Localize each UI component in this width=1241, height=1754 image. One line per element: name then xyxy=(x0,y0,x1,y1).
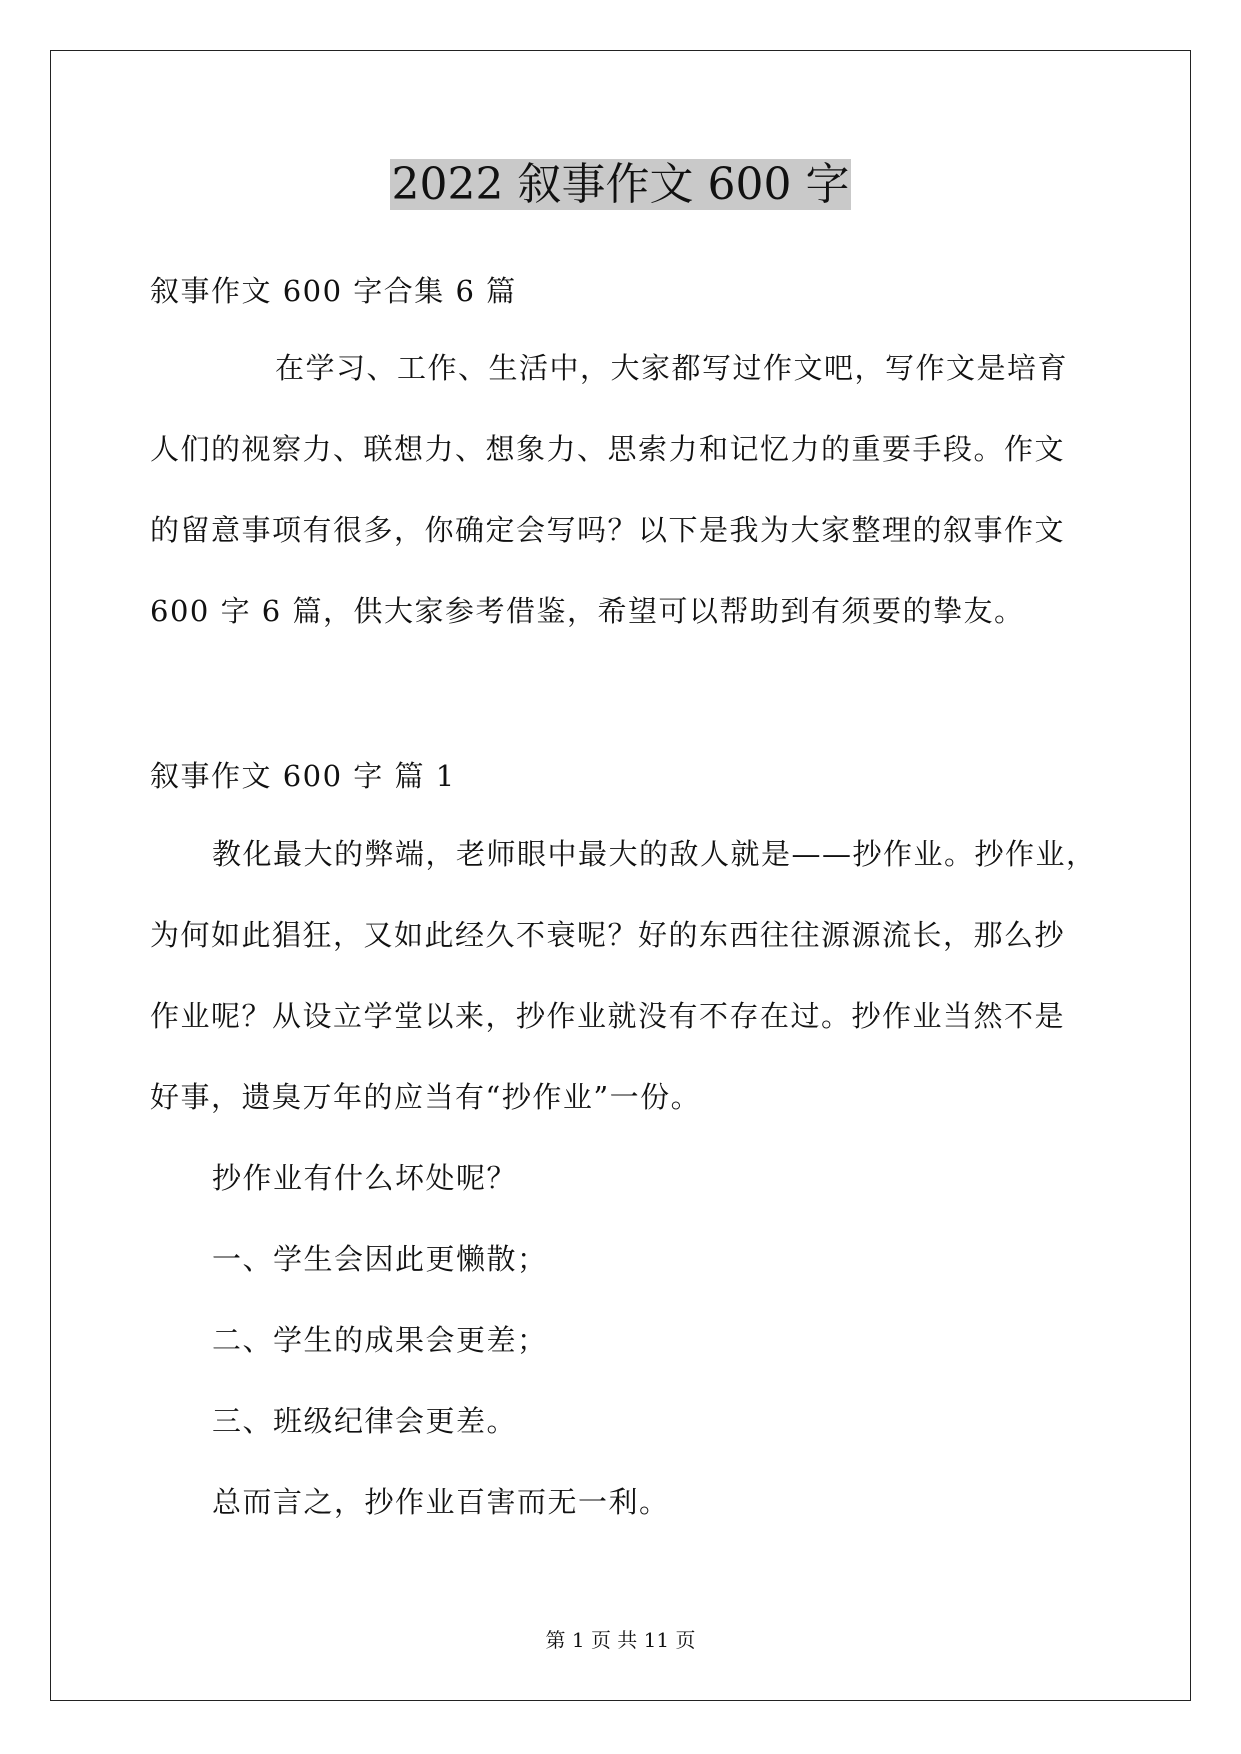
body-line: 抄作业有什么坏处呢？ xyxy=(212,1161,518,1195)
body-line: 为何如此猖狂，又如此经久不衰呢？好的东西往往源源流长，那么抄 xyxy=(150,918,1066,952)
body-line: 作业呢？从设立学堂以来，抄作业就没有不存在过。抄作业当然不是 xyxy=(150,999,1066,1033)
intro-line: 600 字 6 篇，供大家参考借鉴，希望可以帮助到有须要的挚友。 xyxy=(150,594,1025,628)
intro-line: 的留意事项有很多，你确定会写吗？以下是我为大家整理的叙事作文 xyxy=(150,513,1066,547)
body-line: 二、学生的成果会更差； xyxy=(212,1323,548,1357)
body-line: 三、班级纪律会更差。 xyxy=(212,1404,518,1438)
body-line: 教化最大的弊端，老师眼中最大的敌人就是——抄作业。抄作业， xyxy=(212,837,1097,871)
page-footer: 第 1 页 共 11 页 xyxy=(545,1628,696,1652)
section-heading: 叙事作文 600 字 篇 1 xyxy=(150,759,456,793)
document-title-text: 2022 叙事作文 600 字 xyxy=(391,159,850,210)
intro-line: 在学习、工作、生活中，大家都写过作文吧，写作文是培育 xyxy=(275,351,1069,385)
body-line: 总而言之，抄作业百害而无一利。 xyxy=(212,1485,670,1519)
document-title xyxy=(0,155,1241,215)
intro-line: 人们的视察力、联想力、想象力、思索力和记忆力的重要手段。作文 xyxy=(150,432,1066,466)
body-line: 好事，遗臭万年的应当有“抄作业”一份。 xyxy=(150,1080,702,1114)
subtitle: 叙事作文 600 字合集 6 篇 xyxy=(150,274,517,308)
body-line: 一、学生会因此更懒散； xyxy=(212,1242,548,1276)
